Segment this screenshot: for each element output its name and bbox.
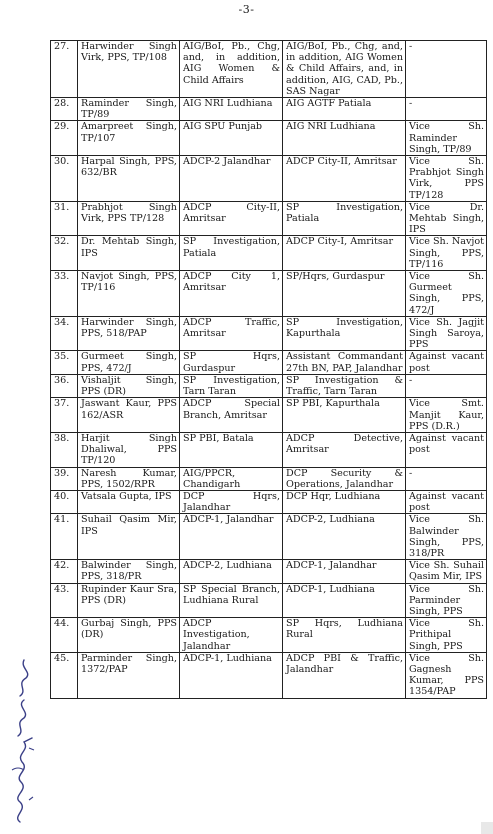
- present-posting-cell: SP Investigation, Patiala: [180, 236, 283, 271]
- officer-name-cell: Harwinder Singh, PPS, 518/PAP: [78, 316, 180, 351]
- vice-cell: Vice Sh. Prithipal Singh, PPS: [406, 618, 487, 653]
- new-posting-cell: SP Investigation, Patiala: [283, 201, 406, 236]
- vice-cell: Vice Sh. Balwinder Singh, PPS, 318/PR: [406, 514, 487, 560]
- new-posting-cell: ADCP-1, Ludhiana: [283, 583, 406, 618]
- officer-name-cell: Harwinder Singh Virk, PPS, TP/108: [78, 41, 180, 98]
- vice-cell: Vice Sh. Prabhjot Singh Virk, PPS TP/128: [406, 156, 487, 202]
- vice-cell: Vice Sh. Navjot Singh, PPS, TP/116: [406, 236, 487, 271]
- table-row: [51, 583, 487, 618]
- new-posting-cell: AIG NRI Ludhiana: [283, 121, 406, 156]
- serial-number-cell: 34.: [51, 316, 78, 351]
- new-posting-cell: SP Hqrs, Ludhiana Rural: [283, 618, 406, 653]
- transfer-table: [50, 40, 487, 699]
- table-row: [51, 271, 487, 317]
- vice-cell: Vice Sh. Gurmeet Singh, PPS, 472/J: [406, 271, 487, 317]
- officer-name-cell: Navjot Singh, PPS, TP/116: [78, 271, 180, 317]
- officer-name-cell: Amarpreet Singh, TP/107: [78, 121, 180, 156]
- serial-number-cell: 33.: [51, 271, 78, 317]
- officer-name-cell: Harjit Singh Dhaliwal, PPS TP/120: [78, 432, 180, 467]
- table-row: [51, 560, 487, 583]
- present-posting-cell: ADCP-1, Ludhiana: [180, 652, 283, 698]
- officer-name-cell: Jaswant Kaur, PPS 162/ASR: [78, 398, 180, 433]
- serial-number-cell: 44.: [51, 618, 78, 653]
- new-posting-cell: ADCP Detective, Amritsar: [283, 432, 406, 467]
- new-posting-cell: ADCP City-II, Amritsar: [283, 156, 406, 202]
- officer-name-cell: Gurbaj Singh, PPS (DR): [78, 618, 180, 653]
- table-row: [51, 121, 487, 156]
- present-posting-cell: ADCP Traffic, Amritsar: [180, 316, 283, 351]
- new-posting-cell: SP PBI, Kapurthala: [283, 398, 406, 433]
- present-posting-cell: AIG/BoI, Pb., Chg, and, in addition, AIG Women & Child Affairs: [180, 41, 283, 98]
- page-number: -3-: [238, 3, 255, 16]
- new-posting-cell: SP Investigation & Traffic, Tarn Taran: [283, 374, 406, 397]
- new-posting-cell: DCP Security & Operations, Jalandhar: [283, 467, 406, 490]
- vice-cell: -: [406, 374, 487, 397]
- serial-number-cell: 36.: [51, 374, 78, 397]
- serial-number-cell: 27.: [51, 41, 78, 98]
- present-posting-cell: ADCP-1, Jalandhar: [180, 514, 283, 560]
- new-posting-cell: Assistant Commandant 27th BN, PAP, Jalandhar: [283, 351, 406, 374]
- officer-name-cell: Naresh Kumar, PPS, 1502/RPR: [78, 467, 180, 490]
- officer-name-cell: Raminder Singh, TP/89: [78, 98, 180, 121]
- serial-number-cell: 37.: [51, 398, 78, 433]
- table-row: [51, 374, 487, 397]
- officer-name-cell: Parminder Singh, 1372/PAP: [78, 652, 180, 698]
- present-posting-cell: DCP Hqrs, Jalandhar: [180, 490, 283, 513]
- vice-cell: Vice Sh. Parminder Singh, PPS: [406, 583, 487, 618]
- present-posting-cell: SP Investigation, Tarn Taran: [180, 374, 283, 397]
- new-posting-cell: ADCP-2, Ludhiana: [283, 514, 406, 560]
- new-posting-cell: ADCP PBI & Traffic, Jalandhar: [283, 652, 406, 698]
- table-row: [51, 316, 487, 351]
- present-posting-cell: ADCP Special Branch, Amritsar: [180, 398, 283, 433]
- table-row: [51, 652, 487, 698]
- serial-number-cell: 41.: [51, 514, 78, 560]
- new-posting-cell: AIG/BoI, Pb., Chg, and, in addition, AIG Women & Child Affairs, and, in addition, AIG, CAD, Pb., SAS Nagar: [283, 41, 406, 98]
- vice-cell: Vice Sh. Gagnesh Kumar, PPS 1354/PAP: [406, 652, 487, 698]
- officer-name-cell: Vatsala Gupta, IPS: [78, 490, 180, 513]
- serial-number-cell: 31.: [51, 201, 78, 236]
- vice-cell: Vice Dr. Mehtab Singh, IPS: [406, 201, 487, 236]
- officer-name-cell: Gurmeet Singh, PPS, 472/J: [78, 351, 180, 374]
- present-posting-cell: SP PBI, Batala: [180, 432, 283, 467]
- table-row: [51, 201, 487, 236]
- table-row: [51, 467, 487, 490]
- new-posting-cell: DCP Hqr, Ludhiana: [283, 490, 406, 513]
- table-row: [51, 351, 487, 374]
- page-edge-shadow: [481, 822, 493, 834]
- officer-name-cell: Suhail Qasim Mir, IPS: [78, 514, 180, 560]
- table-row: [51, 490, 487, 513]
- new-posting-cell: SP/Hqrs, Gurdaspur: [283, 271, 406, 317]
- new-posting-cell: AIG AGTF Patiala: [283, 98, 406, 121]
- table-row: [51, 514, 487, 560]
- present-posting-cell: AIG NRI Ludhiana: [180, 98, 283, 121]
- present-posting-cell: AIG/PPCR, Chandigarh: [180, 467, 283, 490]
- vice-cell: Against vacant post: [406, 432, 487, 467]
- table-row: [51, 98, 487, 121]
- vice-cell: Vice Sh. Raminder Singh, TP/89: [406, 121, 487, 156]
- officer-name-cell: Harpal Singh, PPS, 632/BR: [78, 156, 180, 202]
- serial-number-cell: 40.: [51, 490, 78, 513]
- table-row: [51, 236, 487, 271]
- officer-name-cell: Vishaljit Singh, PPS (DR): [78, 374, 180, 397]
- new-posting-cell: ADCP City-I, Amritsar: [283, 236, 406, 271]
- vice-cell: Vice Sh. Suhail Qasim Mir, IPS: [406, 560, 487, 583]
- serial-number-cell: 35.: [51, 351, 78, 374]
- serial-number-cell: 30.: [51, 156, 78, 202]
- present-posting-cell: SP Special Branch, Ludhiana Rural: [180, 583, 283, 618]
- new-posting-cell: SP Investigation, Kapurthala: [283, 316, 406, 351]
- serial-number-cell: 42.: [51, 560, 78, 583]
- present-posting-cell: SP Hqrs, Gurdaspur: [180, 351, 283, 374]
- serial-number-cell: 38.: [51, 432, 78, 467]
- serial-number-cell: 29.: [51, 121, 78, 156]
- officer-name-cell: Prabhjot Singh Virk, PPS TP/128: [78, 201, 180, 236]
- present-posting-cell: ADCP City-II, Amritsar: [180, 201, 283, 236]
- officer-name-cell: Dr. Mehtab Singh, IPS: [78, 236, 180, 271]
- vice-cell: -: [406, 467, 487, 490]
- present-posting-cell: ADCP-2 Jalandhar: [180, 156, 283, 202]
- table-row: [51, 156, 487, 202]
- vice-cell: Vice Smt. Manjit Kaur, PPS (D.R.): [406, 398, 487, 433]
- vice-cell: Vice Sh. Jagjit Singh Saroya, PPS: [406, 316, 487, 351]
- table-row: [51, 41, 487, 98]
- serial-number-cell: 45.: [51, 652, 78, 698]
- vice-cell: -: [406, 41, 487, 98]
- present-posting-cell: ADCP-2, Ludhiana: [180, 560, 283, 583]
- present-posting-cell: ADCP City 1, Amritsar: [180, 271, 283, 317]
- new-posting-cell: ADCP-1, Jalandhar: [283, 560, 406, 583]
- table-row: [51, 398, 487, 433]
- vice-cell: Against vacant post: [406, 490, 487, 513]
- handwritten-signature: [2, 650, 42, 830]
- serial-number-cell: 32.: [51, 236, 78, 271]
- table-row: [51, 432, 487, 467]
- present-posting-cell: ADCP Investigation, Jalandhar: [180, 618, 283, 653]
- table-row: [51, 618, 487, 653]
- officer-name-cell: Rupinder Kaur Sra, PPS (DR): [78, 583, 180, 618]
- serial-number-cell: 43.: [51, 583, 78, 618]
- vice-cell: Against vacant post: [406, 351, 487, 374]
- present-posting-cell: AIG SPU Punjab: [180, 121, 283, 156]
- officer-name-cell: Balwinder Singh, PPS, 318/PR: [78, 560, 180, 583]
- vice-cell: -: [406, 98, 487, 121]
- serial-number-cell: 28.: [51, 98, 78, 121]
- serial-number-cell: 39.: [51, 467, 78, 490]
